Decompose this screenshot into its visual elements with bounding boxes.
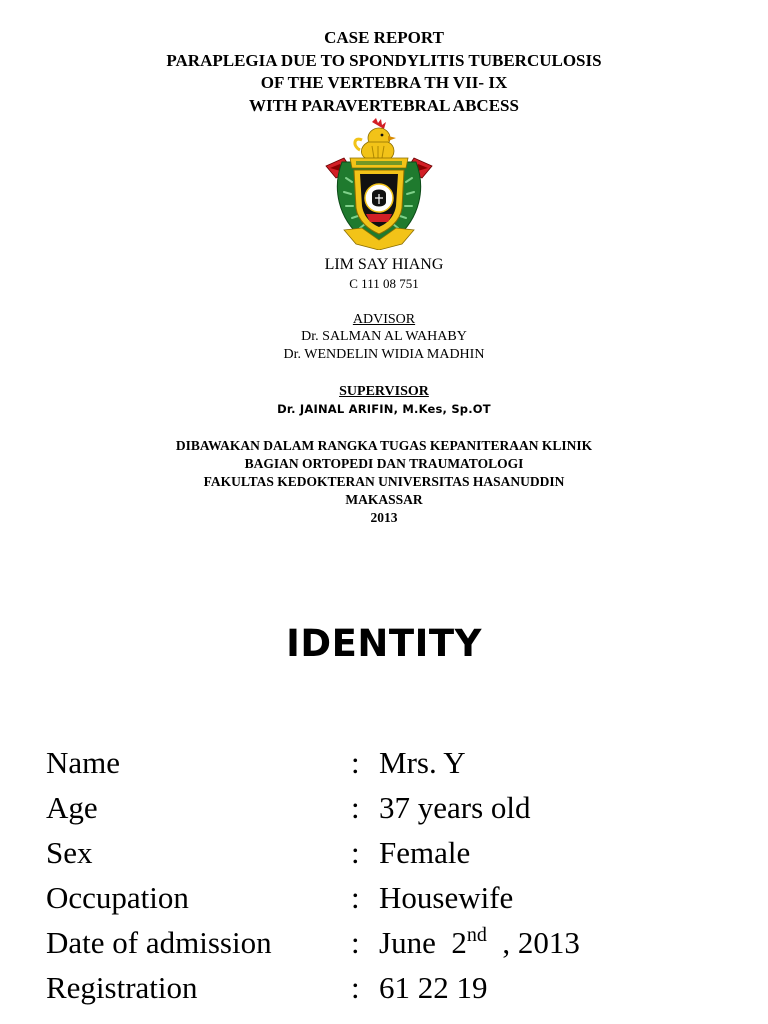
advisor-name: Dr. SALMAN AL WAHABY [301, 329, 467, 344]
advisor-name: Dr. WENDELIN WIDIA MADHIN [283, 347, 485, 362]
identity-colon: : [351, 835, 360, 870]
institution-line: DIBAWAKAN DALAM RANGKA TUGAS KEPANITERAAN KLINIK [175, 438, 593, 453]
identity-label: Registration [46, 970, 198, 1005]
date-main: June 2 [379, 925, 467, 960]
institution-line: FAKULTAS KEDOKTERAN UNIVERSITAS HASANUDDIN [203, 474, 565, 489]
identity-label: Age [46, 790, 98, 825]
identity-colon: : [351, 970, 360, 1005]
identity-colon: : [351, 880, 360, 915]
title-line: OF THE VERTEBRA TH VII- IX [260, 73, 508, 92]
title-line: CASE REPORT [324, 28, 444, 47]
identity-value: Housewife [379, 880, 514, 915]
identity-row-name [46, 740, 746, 785]
identity-colon: : [351, 925, 360, 960]
identity-value: Female [379, 835, 471, 870]
identity-label: Sex [46, 835, 93, 870]
identity-value: 37 years old [379, 790, 531, 825]
identity-row-occupation [46, 875, 746, 920]
identity-label: Date of admission [46, 925, 272, 960]
identity-row-age [46, 785, 746, 830]
identity-row-registration [46, 965, 746, 1010]
identity-colon: : [351, 790, 360, 825]
identity-value [379, 920, 580, 965]
date-year: , 2013 [486, 925, 580, 960]
institution-line: BAGIAN ORTOPEDI DAN TRAUMATOLOGI [244, 456, 524, 471]
university-crest-icon [322, 118, 436, 250]
author-id: C 111 08 751 [349, 276, 419, 291]
institution-line: MAKASSAR [345, 492, 423, 507]
identity-label: Occupation [46, 880, 189, 915]
rooster-icon [355, 118, 396, 160]
identity-row-admission-date [46, 920, 746, 965]
report-title [0, 27, 768, 117]
identity-row-sex [46, 830, 746, 875]
title-line: WITH PARAVERTEBRAL ABCESS [249, 95, 519, 115]
identity-value: 61 22 19 [379, 970, 488, 1005]
institution-year: 2013 [370, 510, 398, 525]
identity-label: Name [46, 745, 121, 780]
author-name: LIM SAY HIANG [324, 256, 444, 273]
institution-block [0, 437, 768, 527]
date-ordinal-suffix: nd [466, 924, 487, 946]
title-line: PARAPLEGIA DUE TO SPONDYLITIS TUBERCULOSIS [166, 50, 602, 70]
supervisor-name: Dr. JAINAL ARIFIN, M.Kes, Sp.OT [277, 402, 491, 416]
supervisor-heading: SUPERVISOR [339, 384, 429, 399]
identity-heading: IDENTITY [286, 622, 482, 665]
identity-table [46, 740, 746, 1010]
advisor-heading: ADVISOR [352, 312, 416, 327]
identity-colon: : [351, 745, 360, 780]
identity-value: Mrs. Y [379, 745, 466, 780]
